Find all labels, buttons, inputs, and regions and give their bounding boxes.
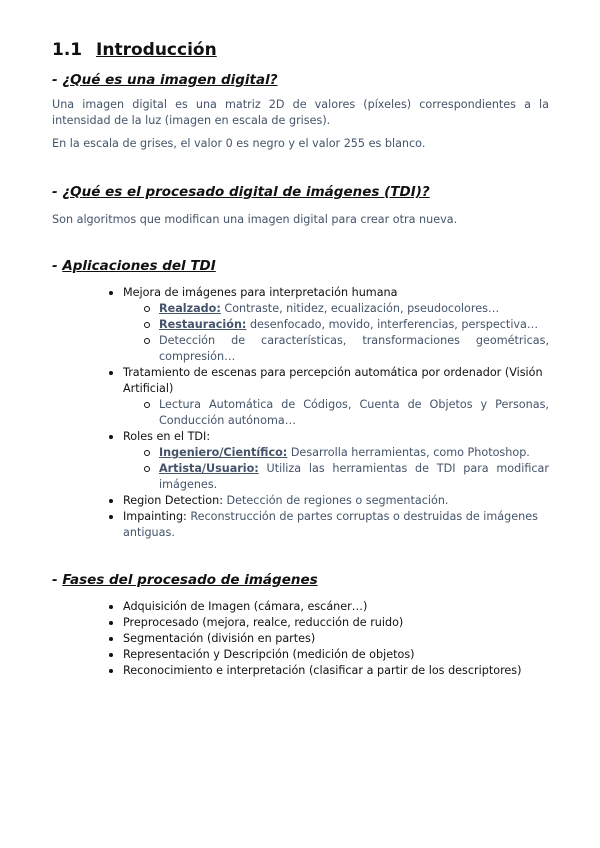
question-heading-tdi: - ¿Qué es el procesado digital de imágenes (TDI)?	[52, 184, 430, 200]
sub-list	[123, 397, 549, 429]
list-item: Adquisición de Imagen (cámara, escáner…)	[105, 599, 549, 615]
term: Impainting:	[123, 510, 187, 523]
sub-list-item: Restauración: desenfocado, movido, interferencias, perspectiva…	[142, 317, 549, 333]
sub-list-item: Artista/Usuario: Utiliza las herramientas de TDI para modificar imágenes.	[142, 461, 549, 493]
term: Region Detection:	[123, 494, 223, 507]
sub-list-item: Detección de características, transformaciones geométricas, compresión…	[142, 333, 549, 365]
question-heading-digital-image: - ¿Qué es una imagen digital?	[52, 72, 278, 88]
question-title: ¿Qué es una imagen digital?	[62, 72, 278, 88]
section-number: 1.1	[52, 40, 83, 60]
term: Restauración:	[159, 318, 247, 331]
phases-heading: - Fases del procesado de imágenes	[52, 572, 318, 588]
list-item: Impainting: Reconstrucción de partes corruptas o destruidas de imágenes antiguas.	[105, 509, 549, 541]
sub-list	[123, 301, 549, 365]
applications-list	[105, 285, 549, 541]
list-item: Preprocesado (mejora, realce, reducción de ruido)	[105, 615, 549, 631]
term: Ingeniero/Científico:	[159, 446, 288, 459]
list-item: Mejora de imágenes para interpretación humana Realzado: Contraste, nitidez, ecualización, pseudocolores… Restauración: desenfocado, movido, interferencias, perspectiva… Detección de características, transformaciones geométricas, compresión…	[105, 285, 549, 365]
section-title: Introducción	[96, 40, 217, 60]
list-item: Reconocimiento e interpretación (clasificar a partir de los descriptores)	[105, 663, 549, 679]
term: Realzado:	[159, 302, 221, 315]
applications-title: Aplicaciones del TDI	[62, 258, 216, 274]
paragraph-definition: Una imagen digital es una matriz 2D de valores (píxeles) correspondientes a la intensidad de la luz (imagen en escala de grises).	[52, 98, 549, 127]
term: Artista/Usuario:	[159, 462, 259, 475]
phases-title: Fases del procesado de imágenes	[62, 572, 318, 588]
sub-list-item: Lectura Automática de Códigos, Cuenta de Objetos y Personas, Conducción autónoma…	[142, 397, 549, 429]
list-item: Roles en el TDI: Ingeniero/Científico: Desarrolla herramientas, como Photoshop. Artista/Usuario: Utiliza las herramientas de TDI para modificar imágenes.	[105, 429, 549, 493]
paragraph-tdi: Son algoritmos que modifican una imagen digital para crear otra nueva.	[52, 213, 458, 226]
question-title: ¿Qué es el procesado digital de imágenes (TDI)?	[62, 184, 430, 200]
applications-heading: - Aplicaciones del TDI	[52, 258, 216, 274]
sub-list-item: Ingeniero/Científico: Desarrolla herramientas, como Photoshop.	[142, 445, 549, 461]
sub-list-item: Realzado: Contraste, nitidez, ecualización, pseudocolores…	[142, 301, 549, 317]
section-heading	[52, 40, 217, 60]
list-item: Representación y Descripción (medición de objetos)	[105, 647, 549, 663]
list-item: Region Detection: Detección de regiones o segmentación.	[105, 493, 549, 509]
sub-list	[123, 445, 549, 493]
list-item: Tratamiento de escenas para percepción automática por ordenador (Visión Artificial) Lectura Automática de Códigos, Cuenta de Objetos y Personas, Conducción autónoma…	[105, 365, 549, 429]
paragraph-grayscale: En la escala de grises, el valor 0 es negro y el valor 255 es blanco.	[52, 137, 426, 150]
list-item: Segmentación (división en partes)	[105, 631, 549, 647]
phases-list	[105, 599, 549, 679]
